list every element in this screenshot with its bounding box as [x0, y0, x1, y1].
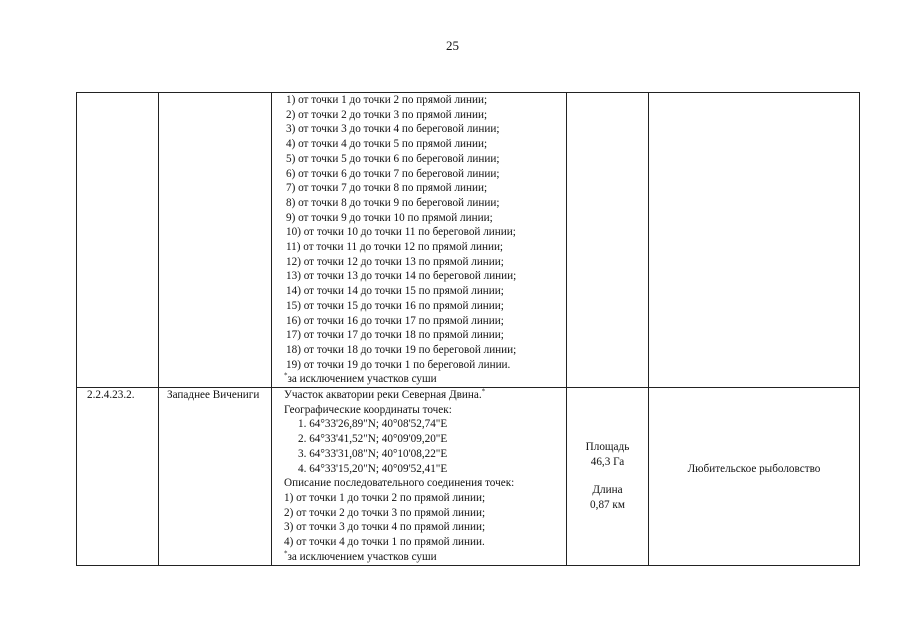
segment-item: 3) от точки 3 до точки 4 по береговой линии; — [286, 123, 500, 136]
coordinate-list — [284, 417, 562, 476]
segment-item: 10) от точки 10 до точки 11 по береговой линии; — [286, 226, 516, 239]
segment-item: 9) от точки 9 до точки 10 по прямой линии; — [286, 211, 493, 224]
description-cell — [272, 93, 567, 388]
page-number: 25 — [446, 38, 459, 53]
segment-item: 18) от точки 18 до точки 19 по береговой линии; — [286, 343, 517, 356]
footnote-mark: * — [481, 387, 486, 396]
segment-item: 4) от точки 4 до точки 5 по прямой линии; — [286, 138, 488, 151]
segment-item: 7) от точки 7 до точки 8 по прямой линии; — [286, 182, 488, 195]
area-name-cell — [159, 93, 272, 388]
segment-item: 2) от точки 2 до точки 3 по прямой линии; — [286, 108, 488, 121]
purpose-text: Любительское рыболовство — [687, 462, 821, 475]
area-title — [284, 388, 562, 403]
segment-item: 17) от точки 17 до точки 18 по прямой линии; — [286, 329, 504, 342]
footnote — [284, 372, 562, 387]
segments-heading: Описание последовательного соединения точек: — [284, 477, 515, 490]
fishing-areas-table — [76, 92, 860, 566]
segment-list — [286, 93, 562, 372]
footnote-mark: * — [284, 549, 288, 558]
footnote — [284, 550, 562, 565]
segment-item: 15) от точки 15 до точки 16 по прямой линии; — [286, 299, 504, 312]
area-label: Площадь — [585, 440, 630, 453]
segment-item: 5) от точки 5 до точки 6 по береговой линии; — [286, 152, 500, 165]
purpose-cell — [649, 388, 860, 565]
segment-item: 3) от точки 3 до точки 4 по прямой линии; — [284, 521, 486, 534]
footnote-text: за исключением участков суши — [287, 373, 437, 386]
segment-item: 8) от точки 8 до точки 9 по береговой линии; — [286, 196, 500, 209]
segment-item: 1) от точки 1 до точки 2 по прямой линии; — [286, 94, 488, 106]
segment-item: 1) от точки 1 до точки 2 по прямой линии; — [284, 491, 486, 504]
segment-item: 6) от точки 6 до точки 7 по береговой линии; — [286, 167, 500, 180]
row-number-cell — [77, 388, 159, 565]
table-row — [77, 93, 860, 388]
dimensions-cell — [567, 93, 649, 388]
footnote-mark: * — [284, 371, 288, 380]
segment-item: 19) от точки 19 до точки 1 по береговой линии. — [286, 358, 511, 371]
area-value: 46,3 Га — [590, 455, 625, 468]
segment-item: 4) от точки 4 до точки 1 по прямой линии. — [284, 536, 485, 549]
table-row — [77, 388, 860, 565]
coordinate-item: 3. 64°33'31,08"N; 40°10'08,22"E — [298, 447, 448, 460]
segment-item: 13) от точки 13 до точки 14 по береговой линии; — [286, 270, 517, 283]
segment-list — [284, 491, 562, 550]
segment-item: 14) от точки 14 до точки 15 по прямой линии; — [286, 285, 504, 298]
purpose-cell — [649, 93, 860, 388]
coordinate-item: 4. 64°33'15,20"N; 40°09'52,41"E — [298, 462, 448, 475]
length-label: Длина — [592, 484, 623, 497]
dimensions-cell — [567, 388, 649, 565]
area-name-cell — [159, 388, 272, 565]
coordinate-item: 1. 64°33'26,89"N; 40°08'52,74"E — [298, 418, 448, 431]
row-number-cell — [77, 93, 159, 388]
segment-item: 11) от точки 11 до точки 12 по прямой линии; — [286, 241, 504, 254]
length-value: 0,87 км — [590, 498, 625, 511]
footnote-text: за исключением участков суши — [287, 550, 437, 563]
description-cell — [272, 388, 567, 565]
coords-heading: Географические координаты точек: — [284, 403, 452, 416]
area-title-text: Участок акватории реки Северная Двина. — [284, 389, 482, 402]
segment-item: 12) от точки 12 до точки 13 по прямой линии; — [286, 255, 504, 268]
coordinate-item: 2. 64°33'41,52"N; 40°09'09,20"E — [298, 433, 448, 446]
area-name: Западнее Вичениги — [167, 389, 260, 402]
segment-item: 16) от точки 16 до точки 17 по прямой линии; — [286, 314, 504, 327]
segment-item: 2) от точки 2 до точки 3 по прямой линии; — [284, 506, 486, 519]
row-number: 2.2.4.23.2. — [87, 389, 135, 402]
